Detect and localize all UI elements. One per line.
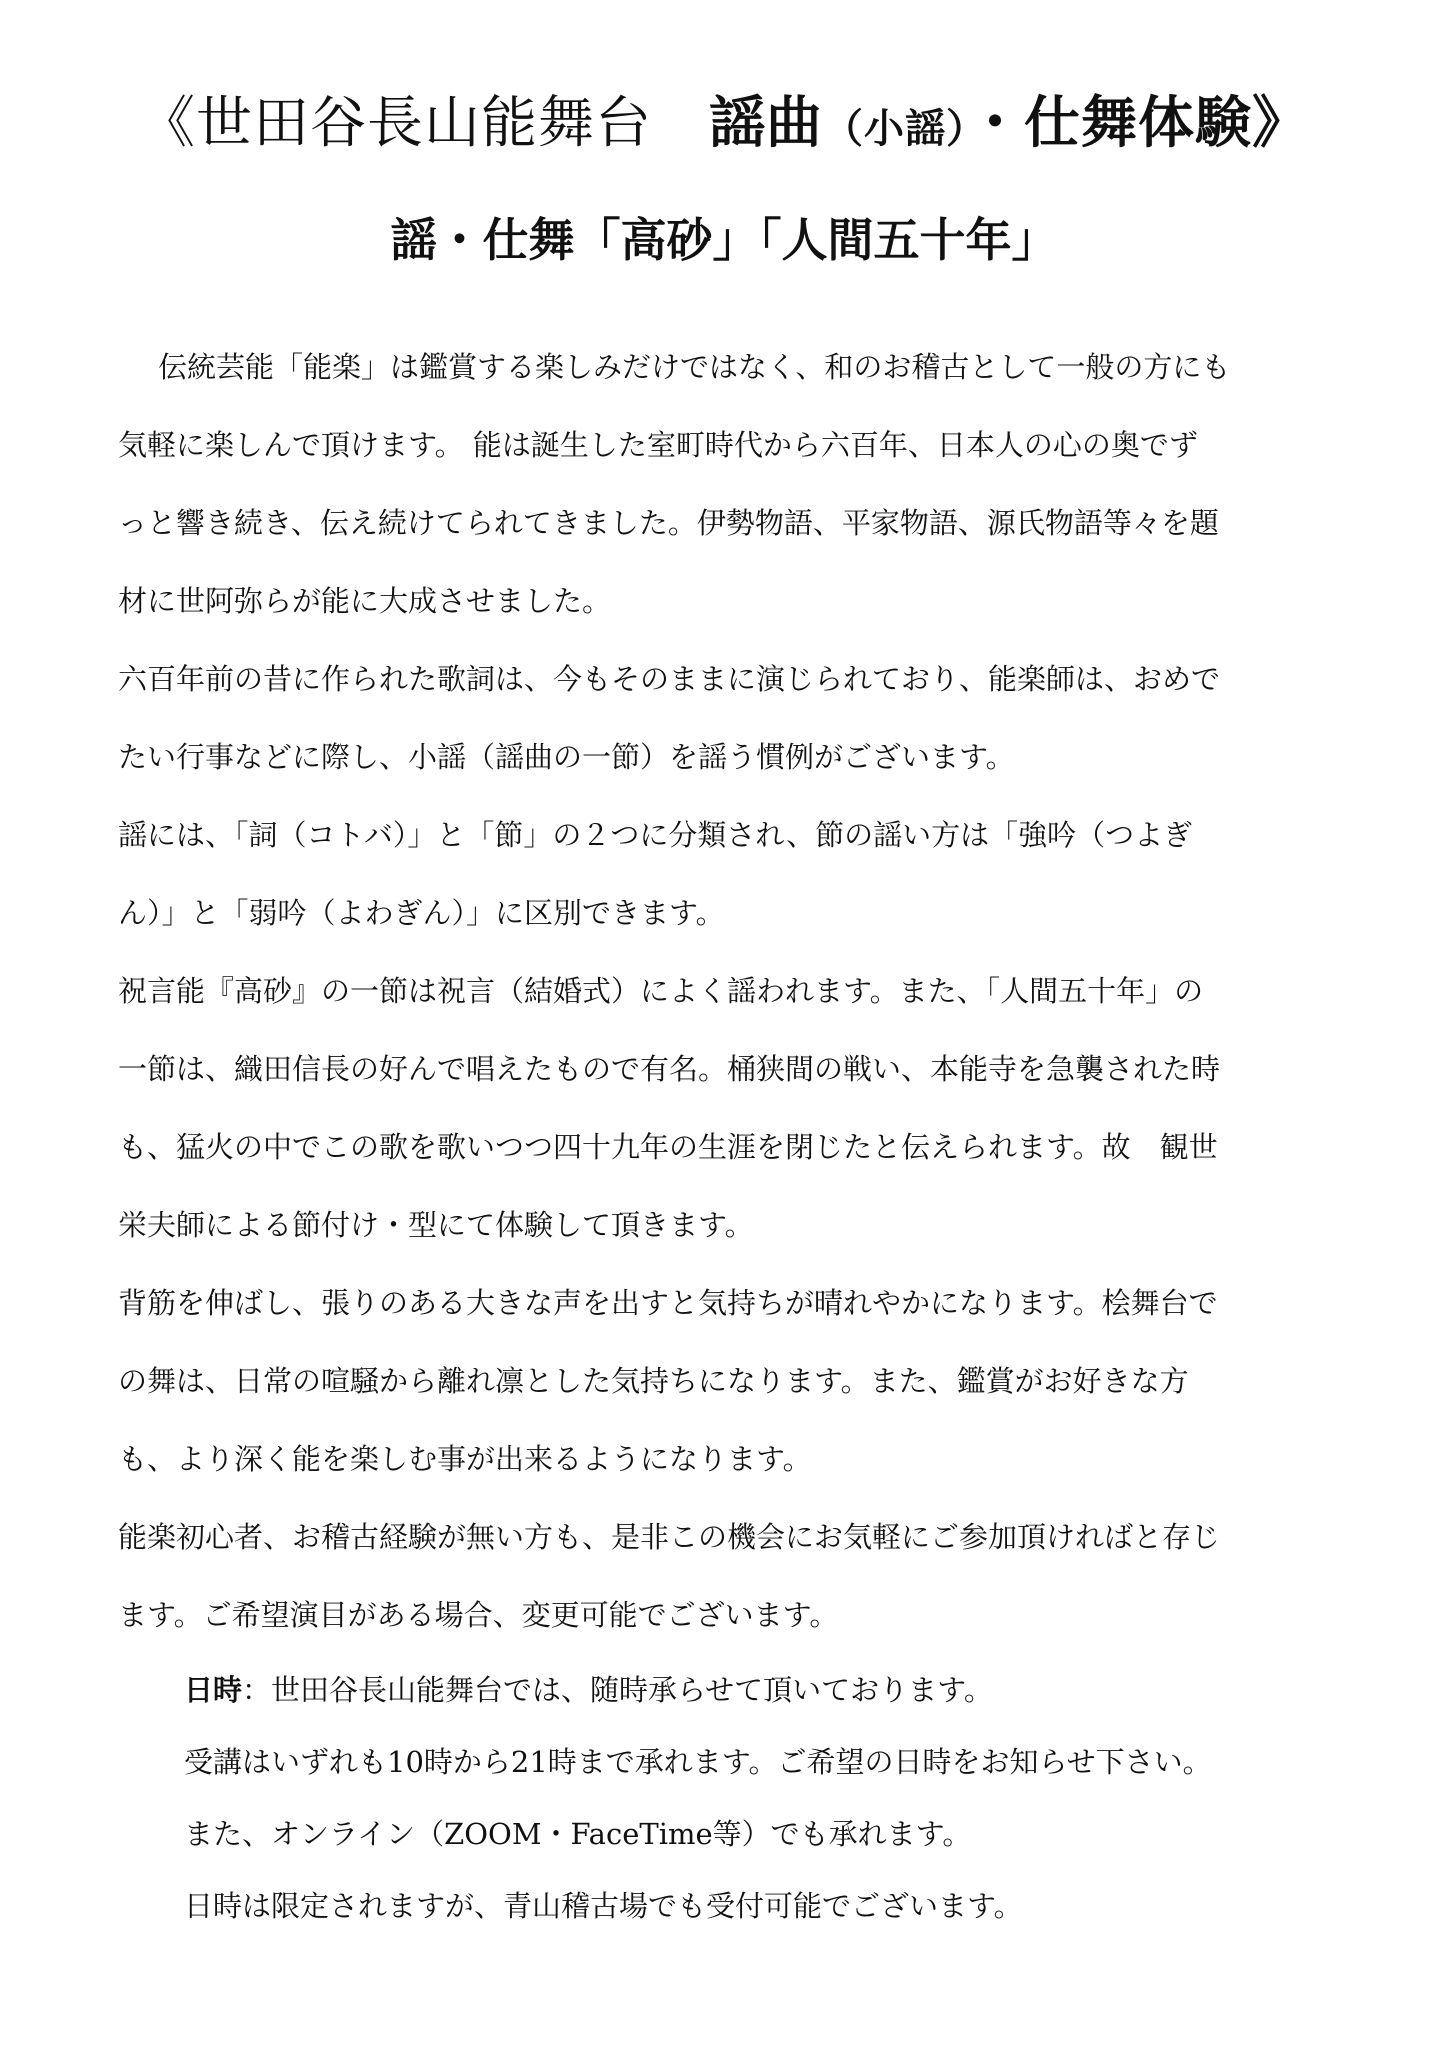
body-line: 気軽に楽しんで頂けます。 能は誕生した室町時代から六百年、日本人の心の奥でず [118, 428, 1198, 462]
document-subtitle: 謡・仕舞「高砂」「人間五十年」 [390, 213, 1058, 267]
schedule-text: ：世田谷長山能舞台では、随時承らせて頂いております。 [242, 1673, 993, 1707]
body-line: 伝統芸能「能楽」は鑑賞する楽しみだけではなく、和のお稽古として一般の方にも [158, 350, 1231, 384]
body-line: 背筋を伸ばし、張りのある大きな声を出すと気持ちが晴れやかになります。桧舞台で [118, 1286, 1218, 1320]
schedule-line-3: また、オンライン（ZOOM・FaceTime等）でも承れます。 [184, 1817, 972, 1851]
body-line: の舞は、日常の喧騒から離れ凛とした気持ちになります。また、鑑賞がお好きな方 [118, 1364, 1189, 1398]
body-line: 謡には、「詞（コトバ）」と「節」の２つに分類され、節の謡い方は「強吟（つよぎ [118, 818, 1193, 852]
title-venue: 《世田谷長山能舞台 [139, 91, 709, 156]
schedule-line-2: 受講はいずれも10時から21時まで承れます。ご希望の日時をお知らせ下さい。 [184, 1745, 1212, 1779]
body-line: も、猛火の中でこの歌を歌いつつ四十九年の生涯を閉じたと伝えられます。故 観世 [118, 1130, 1218, 1164]
title-utai: 謡曲 [709, 91, 823, 156]
body-line: ん）」と「弱吟（よわぎん）」に区別できます。 [118, 896, 725, 930]
body-line: 能楽初心者、お稽古経験が無い方も、是非この機会にお気軽にご参加頂ければと存じ [118, 1520, 1221, 1554]
document-body [118, 328, 1338, 1942]
title-shimai: ・仕舞体験》 [967, 91, 1309, 156]
body-line: も、より深く能を楽しむ事が出来るようになります。 [118, 1442, 812, 1476]
title-koutai: （小謡） [823, 106, 967, 152]
body-line: 栄夫師による節付け・型にて体験して頂きます。 [118, 1208, 754, 1242]
body-line: 一節は、織田信長の好んで唱えたもので有名。桶狭間の戦い、本能寺を急襲された時 [118, 1052, 1221, 1086]
schedule-label: 日時 [184, 1673, 243, 1707]
body-line: 材に世阿弥らが能に大成させました。 [118, 584, 612, 618]
body-line: 六百年前の昔に作られた歌詞は、今もそのままに演じられており、能楽師は、おめで [118, 662, 1221, 696]
schedule-line-1 [118, 1654, 1338, 1726]
document-title [0, 88, 1448, 165]
body-line: 祝言能『高砂』の一節は祝言（結婚式）によく謡われます。また、「人間五十年」の [118, 974, 1204, 1008]
schedule-line-4: 日時は限定されますが、青山稽古場でも受付可能でございます。 [184, 1889, 1023, 1923]
body-line: ます。ご希望演目がある場合、変更可能でございます。 [118, 1598, 839, 1632]
body-line: たい行事などに際し、小謡（謡曲の一節）を謡う慣例がございます。 [118, 740, 1015, 774]
body-line: っと響き続き、伝え続けてられてきました。伊勢物語、平家物語、源氏物語等々を題 [118, 506, 1219, 540]
